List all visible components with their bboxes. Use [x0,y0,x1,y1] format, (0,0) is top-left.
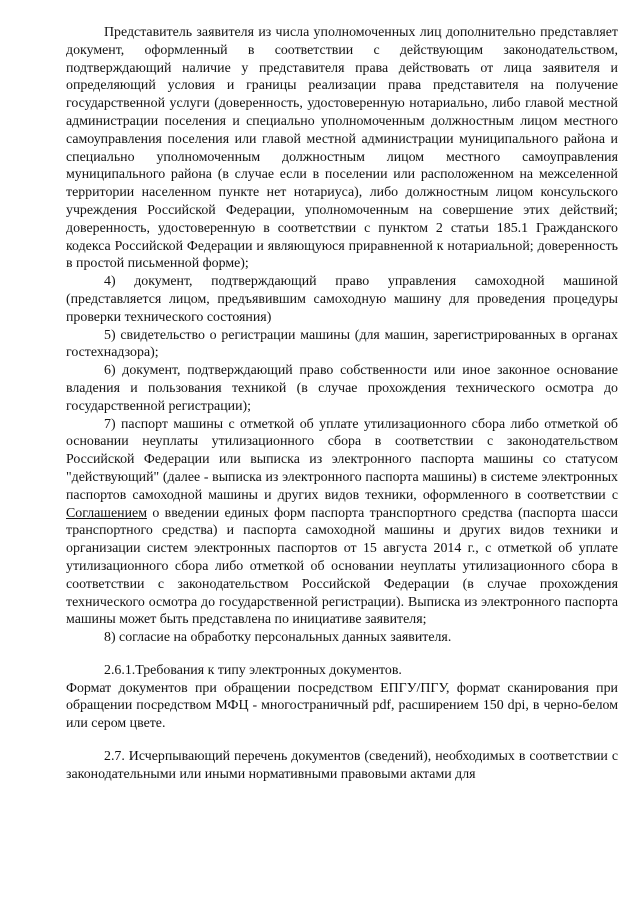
item-7-text-after: о введении единых форм паспорта транспортного средства (паспорта шасси транспортного средства) и паспорта самоходной машины и других видов техники и организации систем электронных паспортов от 15 августа 2014 г., с отметкой об уплате утилизационного сбора либо отметкой об основании неуплаты утилизационного сбора в соответствии с законодательством Российской Федерации (в случае прохождения технического осмотра до государственной регистрации). Выписка из электронного паспорта машины может быть представлена по инициативе заявителя; [66,505,618,628]
paragraph-item-5: 5) свидетельство о регистрации машины (для машин, зарегистрированных в органах гостехнадзора); [66,327,618,361]
paragraph-item-6: 6) документ, подтверждающий право собственности или иное законное основание владения и пользования техникой (в случае прохождения технического осмотра до государственной регистрации); [66,363,618,414]
paragraph-item-7 [66,416,618,630]
agreement-link[interactable]: Соглашением [66,505,147,521]
paragraph-representative: Представитель заявителя из числа уполномоченных лиц дополнительно представляет документ, оформленный в соответствии с действующим законодательством, подтверждающий наличие у представителя права действовать от лица заявителя и определяющий условия и границы реализации права представителя на получение государственной услуги (доверенность, удостоверенную нотариально, либо главой местной администрации поселения и специально уполномоченным должностным лицом местного самоуправления поселения или главой местной администрации муниципального района и специально уполномоченным должностным лицом местного самоуправления муниципального района (в случае если в поселении или расположенном на межселенной территории населенном пункте нет нотариуса), либо должностным лицом консульского учреждения Российской Федерации, уполномоченным на совершение этих действий; доверенность, удостоверенную в соответствии с пунктом 2 статьи 185.1 Гражданского кодекса Российской Федерации и являющуюся приравненной к нотариальной; доверенность в простой письменной форме); [66,25,618,272]
paragraph-item-8: 8) согласие на обработку персональных данных заявителя. [104,630,452,646]
section-2-6-1-body: Формат документов при обращении посредством ЕПГУ/ПГУ, формат сканирования при обращении посредством МФЦ - многостраничный pdf, расширением 150 dpi, в черно-белом или сером цвете. [66,680,618,732]
section-2-7-text: 2.7. Исчерпывающий перечень документов (сведений), необходимых в соответствии с законодательными или иными нормативными правовыми актами для [66,749,618,782]
item-7-text-before: 7) паспорт машины с отметкой об уплате утилизационного сбора либо отметкой об основании неуплаты утилизационного сбора в соответствии с законодательством Российской Федерации или выписка из электронного паспорта машины со статусом "действующий" (далее - выписка из электронного паспорта машины) в системе электронных паспортов самоходной машины и других видов техники, оформленного в соответствии с [66,416,618,503]
section-2-6-1-heading: 2.6.1.Требования к типу электронных документов. [104,662,402,678]
paragraph-item-4: 4) документ, подтверждающий право управления самоходной машиной (представляется лицом, предъявившим самоходную машину для проведения процедуры проверки технического состояния) [66,274,618,325]
